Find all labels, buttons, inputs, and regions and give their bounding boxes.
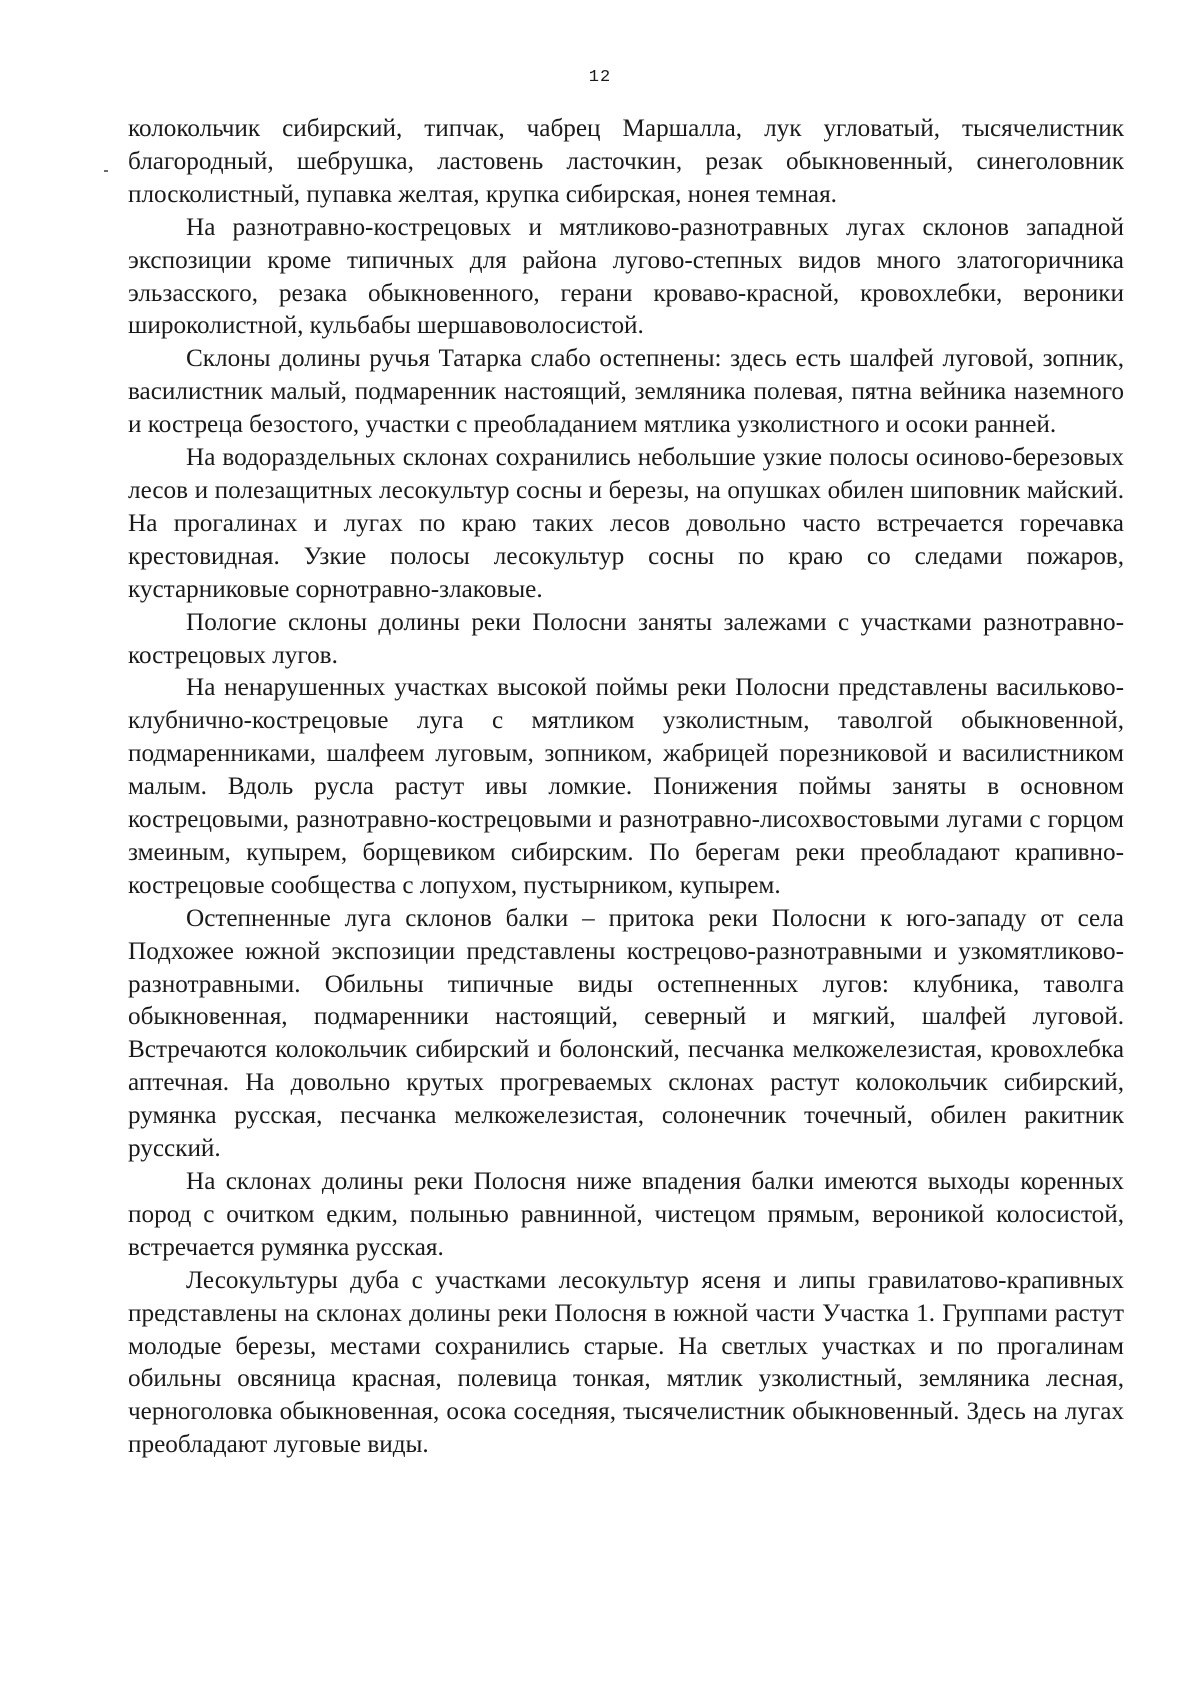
- paragraph-tatarka-valley: Склоны долины ручья Татарка слабо остепнены: здесь есть шалфей луговой, зопник, василистник малый, подмаренник настоящий, земляника полевая, пятна вейника наземного и костреца безостого, участки с преобладанием мятлика узколистного и осоки ранней.: [128, 345, 1124, 439]
- body-text: [128, 113, 1124, 1462]
- paragraph-continued-species-list: колокольчик сибирский, типчак, чабрец Маршалла, лук угловатый, тысячелистник благородный, шебрушка, ластовень ласточкин, резак обыкновенный, синеголовник плосколистный, пупавка желтая, крупка сибирская, нонея темная.: [128, 115, 1124, 208]
- paragraph-polosnya-gentle-slopes: Пологие склоны долины реки Полосни заняты залежами с участками разнотравно-кострецовых лугов.: [128, 608, 1124, 669]
- paragraph-oak-plantations: Лесокультуры дуба с участками лесокультур ясеня и липы гравилатово-крапивных представлены на склонах долины реки Полосня в южной части Участка 1. Группами растут молодые березы, местами сохранились старые. На светлых участках и по прогалинам обильны овсяница красная, полевица тонкая, мятлик узколистный, земляника лесная, черноголовка обыкновенная, осока соседняя, тысячелистник обыкновенный. Здесь на лугах преобладают луговые виды.: [128, 1266, 1124, 1459]
- paragraph-steppe-meadows-ravine: Остепненные луга склонов балки – притока реки Полосни к юго-западу от села Подхожее южной экспозиции представлены кострецово-разнотравными и узкомятликово-разнотравными. Обильны типичные виды остепненных лугов: клубника, таволга обыкновенная, подмаренники настоящий, северный и мягкий, шалфей луговой. Встречаются колокольчик сибирский и болонский, песчанка мелкожелезистая, кровохлебка аптечная. На довольно крутых прогреваемых склонах растут колокольчик сибирский, румянка русская, песчанка мелкожелезистая, солонечник точечный, обилен ракитник русский.: [128, 904, 1124, 1163]
- paragraph-watershed-slopes: На водораздельных склонах сохранились небольшие узкие полосы осиново-березовых лесов и полезащитных лесокультур сосны и березы, на опушках обилен шиповник майский. На прогалинах и лугах по краю таких лесов довольно часто встречается горечавка крестовидная. Узкие полосы лесокультур сосны по краю со следами пожаров, кустарниковые сорнотравно-злаковые.: [128, 444, 1124, 603]
- paragraph-high-floodplain: На ненарушенных участках высокой поймы реки Полосни представлены васильково-клубнично-кострецовые луга с мятликом узколистным, таволгой обыкновенной, подмаренниками, шалфеем луговым, зопником, жабрицей порезниковой и василистником малым. Вдоль русла растут ивы ломкие. Понижения поймы заняты в основном кострецовыми, разнотравно-кострецовыми и разнотравно-лисохвостовыми лугами с горцом змеиным, купырем, борщевиком сибирским. По берегам реки преобладают крапивно-кострецовые сообщества с лопухом, пустырником, купырем.: [128, 674, 1124, 899]
- paragraph-western-slopes: На разнотравно-кострецовых и мятликово-разнотравных лугах склонов западной экспозиции кроме типичных для района лугово-степных видов много златогоричника эльзасского, резака обыкновенного, герани кроваво-красной, кровохлебки, вероники широколистной, кульбабы шершавоволосистой.: [128, 213, 1124, 340]
- paragraph-bedrock-outcrops: На склонах долины реки Полосня ниже впадения балки имеются выходы коренных пород с очитком едким, полынью равнинной, чистецом прямым, вероникой колосистой, встречается румянка русская.: [128, 1168, 1124, 1261]
- page-number: 12: [588, 68, 612, 87]
- scan-artifact-mark: [104, 170, 108, 172]
